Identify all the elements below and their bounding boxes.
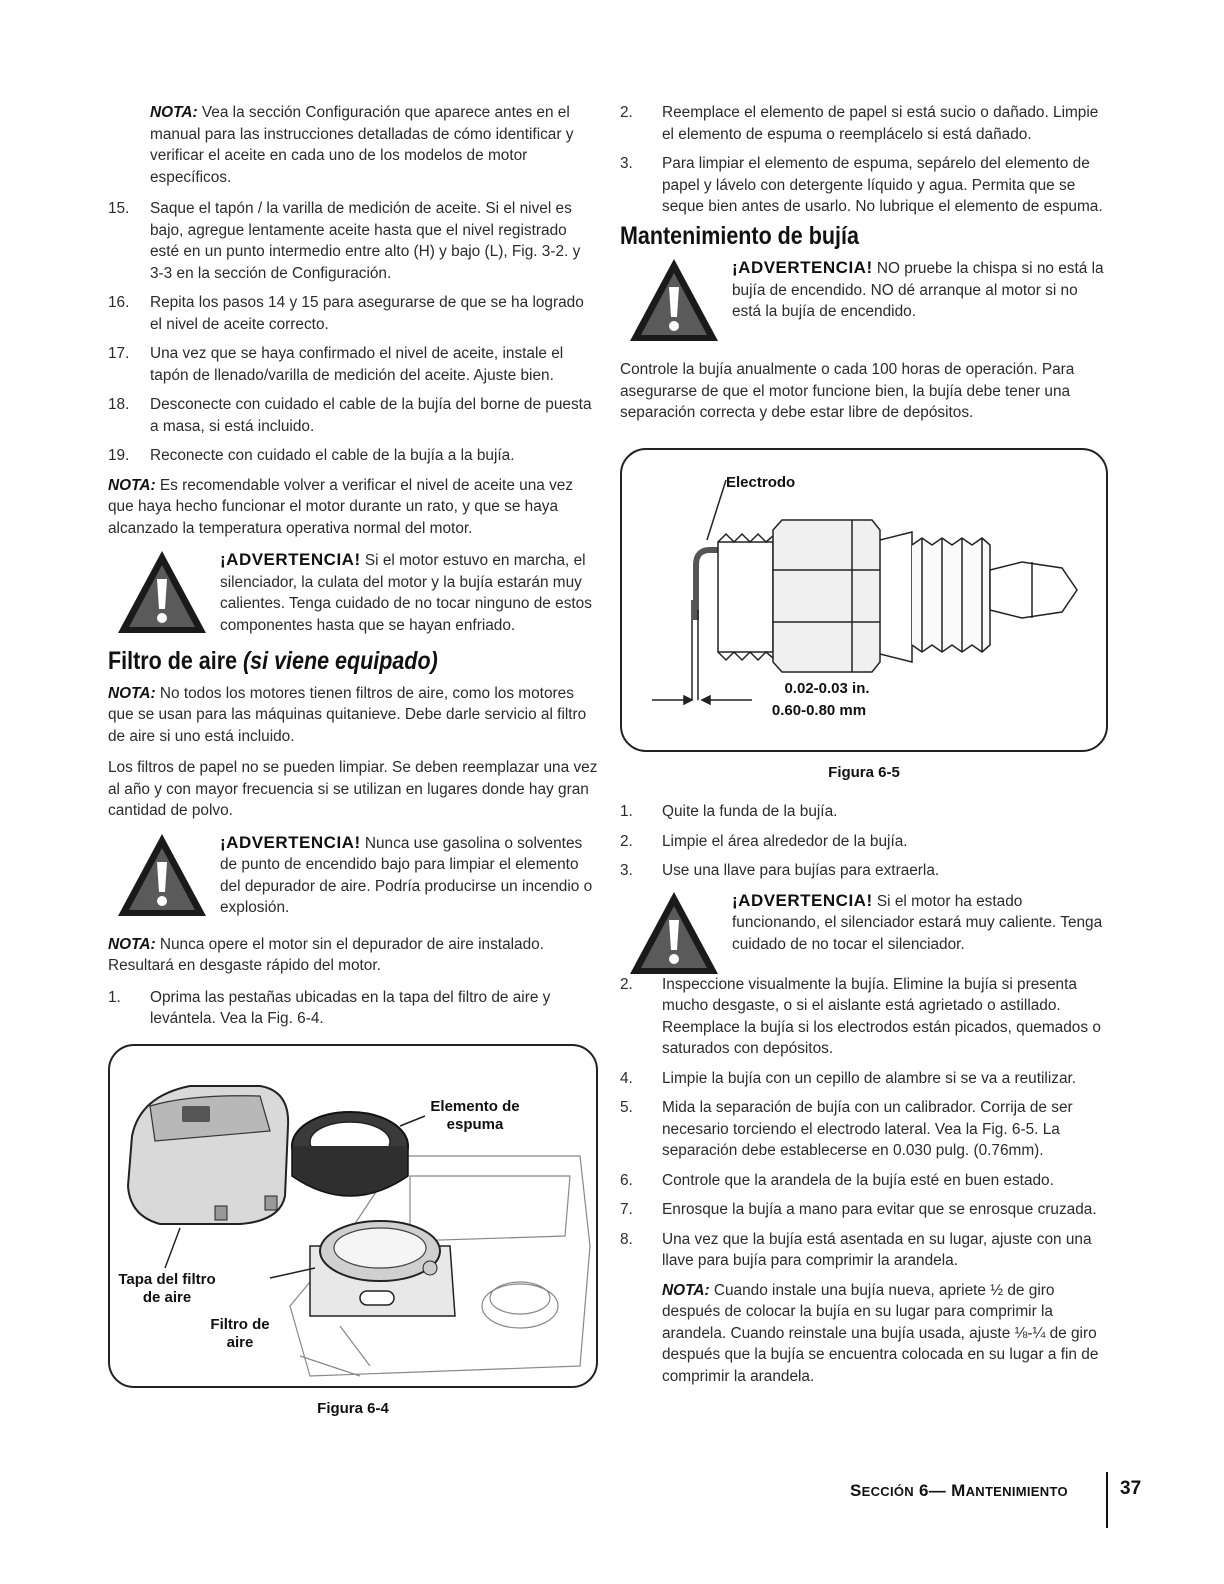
list-item: 15. Saque el tapón / la varilla de medición de aceite. Si el nivel es bajo, agregue lentamente aceite hasta que el nivel registrado esté en un punto intermedio entre alto (H) y bajo (L), Fig. 3-2. y 3-3 en la sección de Configuración. <box>108 200 581 282</box>
list-item: 4. Limpie la bujía con un cepillo de alambre si se va a reutilizar. <box>620 1069 1077 1087</box>
note-no-air-cleaner: NOTA: Nunca opere el motor sin el depurador de aire instalado. Resultará en desgaste rápido del motor. <box>108 935 545 974</box>
label-gap-mm: 0.60-0.80 mm <box>771 701 867 719</box>
list-item: 16. Repita los pasos 14 y 15 para asegurarse de que se ha logrado el nivel de aceite correcto. <box>108 294 584 333</box>
label-gap-inches: 0.02-0.03 in. <box>784 679 870 697</box>
spark-plug-steps <box>620 801 1108 882</box>
list-item: 6. Controle que la arandela de la bujía esté en buen estado. <box>620 1171 1054 1189</box>
footer-section-title: SECCIÓN 6— MANTENIMIENTO <box>850 1481 1068 1500</box>
left-column <box>108 102 598 1419</box>
warning-hot-muffler: ¡ADVERTENCIA! Si el motor ha estado funcionando, el silenciador estará muy caliente. Tenga cuidado de no tocar el silenciador. <box>620 890 1108 964</box>
list-item: 2. Limpie el área alrededor de la bujía. <box>620 832 908 850</box>
label-air-filter: Filtro de aire <box>210 1315 270 1351</box>
figure-6-4 <box>108 1044 598 1388</box>
figure-6-5-caption: Figura 6-5 <box>828 763 900 781</box>
warning-triangle-icon <box>116 549 208 635</box>
figure-6-4-caption: Figura 6-4 <box>317 1399 389 1417</box>
warning-triangle-icon <box>628 257 720 343</box>
warning-triangle-icon <box>628 890 720 976</box>
list-item: 1. Oprima las pestañas ubicadas en la tapa del filtro de aire y levántela. Vea la Fig. 6-4. <box>108 988 551 1027</box>
label-air-filter-cover: Tapa del filtro de aire <box>118 1270 216 1306</box>
list-item: 1. Quite la funda de la bujía. <box>620 803 838 820</box>
label-foam-element: Elemento de espuma <box>430 1097 520 1133</box>
section-heading-spark-plug: Mantenimiento de bujía <box>620 221 859 250</box>
figure-6-5 <box>620 448 1108 752</box>
list-item: 2. Inspeccione visualmente la bujía. Elimine la bujía si presenta mucho desgaste, o si el aislante está agrietado o astillado. Reemplace la bujía si los electrodos están picados, quemados o saturados con depósitos. <box>620 975 1101 1057</box>
right-column <box>620 102 1108 1397</box>
air-filter-illustration <box>110 1046 596 1386</box>
note-air-filter: NOTA: No todos los motores tienen filtros de aire, como los motores que se usan para las máquinas quitanieve. Debe darle servicio al filtro de aire si uno está incluido. <box>108 684 587 745</box>
list-item: 19. Reconecte con cuidado el cable de la bujía a la bujía. <box>108 447 515 464</box>
paragraph-spark-plug-check: Controle la bujía anualmente o cada 100 horas de operación. Para asegurarse de que el motor funcione bien, la bujía debe tener una separación correcta y debe estar libre de depósitos. <box>620 361 1075 421</box>
list-item: 5. Mida la separación de bujía con un calibrador. Corrija de ser necesario torciendo el electrodo lateral. Vea la Fig. 6-5. La separación debe establecerse en 0.030 pulg. (0.76mm). <box>620 1099 1073 1159</box>
spark-plug-steps-continued <box>620 974 1108 1272</box>
list-item: 17. Una vez que se haya confirmado el nivel de aceite, instale el tapón de llenado/varilla de medición del aceite. Ajuste bien. <box>108 345 564 384</box>
air-filter-steps-continued <box>620 102 1108 218</box>
warning-spark-test: ¡ADVERTENCIA! NO pruebe la chispa si no está la bujía de encendido. NO dé arranque al motor si no está la bujía de encendido. <box>620 257 1108 349</box>
list-item: 8. Una vez que la bujía está asentada en su lugar, ajuste con una llave para bujía para comprimir la arandela. <box>620 1230 1092 1269</box>
footer-divider <box>1106 1472 1108 1528</box>
note-oil-config: NOTA: Vea la sección Configuración que aparece antes en el manual para las instrucciones detalladas de cómo identificar y verificar el aceite en cada uno de los modelos de motor específicos. <box>150 104 574 186</box>
warning-gasoline: ¡ADVERTENCIA! Nunca use gasolina o solventes de punto de encendido bajo para limpiar el elemento del depurador de aire. Podría producirse un incendio o explosión. <box>108 832 598 924</box>
label-electrode: Electrodo <box>726 473 796 491</box>
air-filter-steps <box>108 987 598 1030</box>
paragraph-paper-filters: Los filtros de papel no se pueden limpiar. Se deben reemplazar una vez al año y con mayor frecuencia si se utilizan en lugares donde hay gran cantidad de polvo. <box>108 759 598 819</box>
note-spark-plug-torque: NOTA: Cuando instale una bujía nueva, apriete ½ de giro después de colocar la bujía en su lugar para comprimir la arandela. Cuando reinstale una bujía usada, ajuste ⅛-¼ de giro después que la bujía se encuentra colocada en su lugar a fin de comprimir la arandela. <box>662 1281 1099 1385</box>
note-recheck-oil: NOTA: Es recomendable volver a verificar el nivel de aceite una vez que haya hecho funcionar el motor durante un rato, y que se haya alcanzado la temperatura operativa normal del motor. <box>108 476 574 537</box>
list-item: 7. Enrosque la bujía a mano para evitar que se enrosque cruzada. <box>620 1201 1097 1218</box>
warning-triangle-icon <box>116 832 208 918</box>
section-heading-air-filter: Filtro de aire (si viene equipado) <box>108 647 438 675</box>
oil-steps-list <box>108 198 598 467</box>
list-item: 3. Para limpiar el elemento de espuma, sepárelo del elemento de papel y lávelo con detergente líquido y agua. Permita que se seque bien antes de usarlo. No lubrique el elemento de espuma. <box>620 155 1103 215</box>
list-item: 3. Use una llave para bujías para extraerla. <box>620 862 940 879</box>
warning-hot-engine: ¡ADVERTENCIA! Si el motor estuvo en marcha, el silenciador, la culata del motor y la bujía estarán muy calientes. Tenga cuidado de no tocar ninguno de estos componentes hasta que se hayan enfriado. <box>108 549 598 641</box>
page-number: 37 <box>1120 1478 1142 1499</box>
list-item: 18. Desconecte con cuidado el cable de la bujía del borne de puesta a masa, si está incluido. <box>108 396 592 435</box>
list-item: 2. Reemplace el elemento de papel si está sucio o dañado. Limpie el elemento de espuma o reemplácelo si está dañado. <box>620 104 1099 143</box>
